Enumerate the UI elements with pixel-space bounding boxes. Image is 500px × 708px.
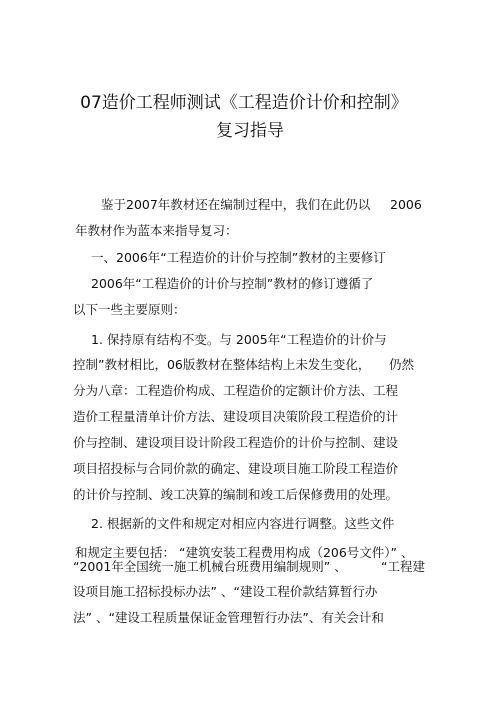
point2-line-3-tail: “工程建 [381,559,425,574]
point1-line-4: 造价工程量清单计价方法、建设项目决策阶段工程造价的计 [73,409,399,424]
intro-line-1-year: 2006 [390,197,422,212]
point2-line-5: 法” 、“建设工程质量保证金管理暂行办法”、有关会计和 [73,610,384,625]
document-title: 07造价工程师测试《工程造价计价和控制》 [80,93,408,113]
point1-line-5: 价与控制、建设项目设计阶段工程造价的计价与控制、建设 [73,435,399,450]
intro-line-1: 鉴于2007年教材还在编制过程中，我们在此仍以 [101,197,371,212]
point1-line-1: 1. 保持原有结构不变。与 2005年“工程造价的计价与 [91,332,387,347]
document-subtitle: 复习指导 [216,121,284,141]
point2-line-1: 2. 根据新的文件和规定对相应内容进行调整。这些文件 [91,516,395,531]
point1-line-2-tail: 仍然 [389,357,415,372]
section1-line-2: 2006年“工程造价的计价与控制”教材的修订遵循了 [91,276,374,291]
point1-line-3: 分为八章：工程造价构成、工程造价的定额计价方法、工程 [73,383,399,398]
section1-heading: 一、2006年“工程造价的计价与控制”教材的主要修订 [91,250,386,265]
point1-line-7: 的计价与控制、竣工决算的编制和竣工后保修费用的处理。 [73,487,399,502]
intro-line-2: 年教材作为蓝本来指导复习： [75,223,238,238]
point2-line-3: “2001年全国统一施工机械台班费用编制规则” 、 [73,559,347,574]
point2-line-2: 和规定主要包括： “建筑安装工程费用构成（206号文件）” 、 [75,545,414,560]
point1-line-2: 控制”教材相比，06版教材在整体结构上未发生变化， [73,357,371,372]
section1-line-3: 以下一些主要原则： [73,302,186,317]
point2-line-4: 设项目施工招标投标办法” 、“建设工程价款结算暂行办 [73,584,378,599]
point1-line-6: 项目招投标与合同价款的确定、建设项目施工阶段工程造价 [73,461,399,476]
